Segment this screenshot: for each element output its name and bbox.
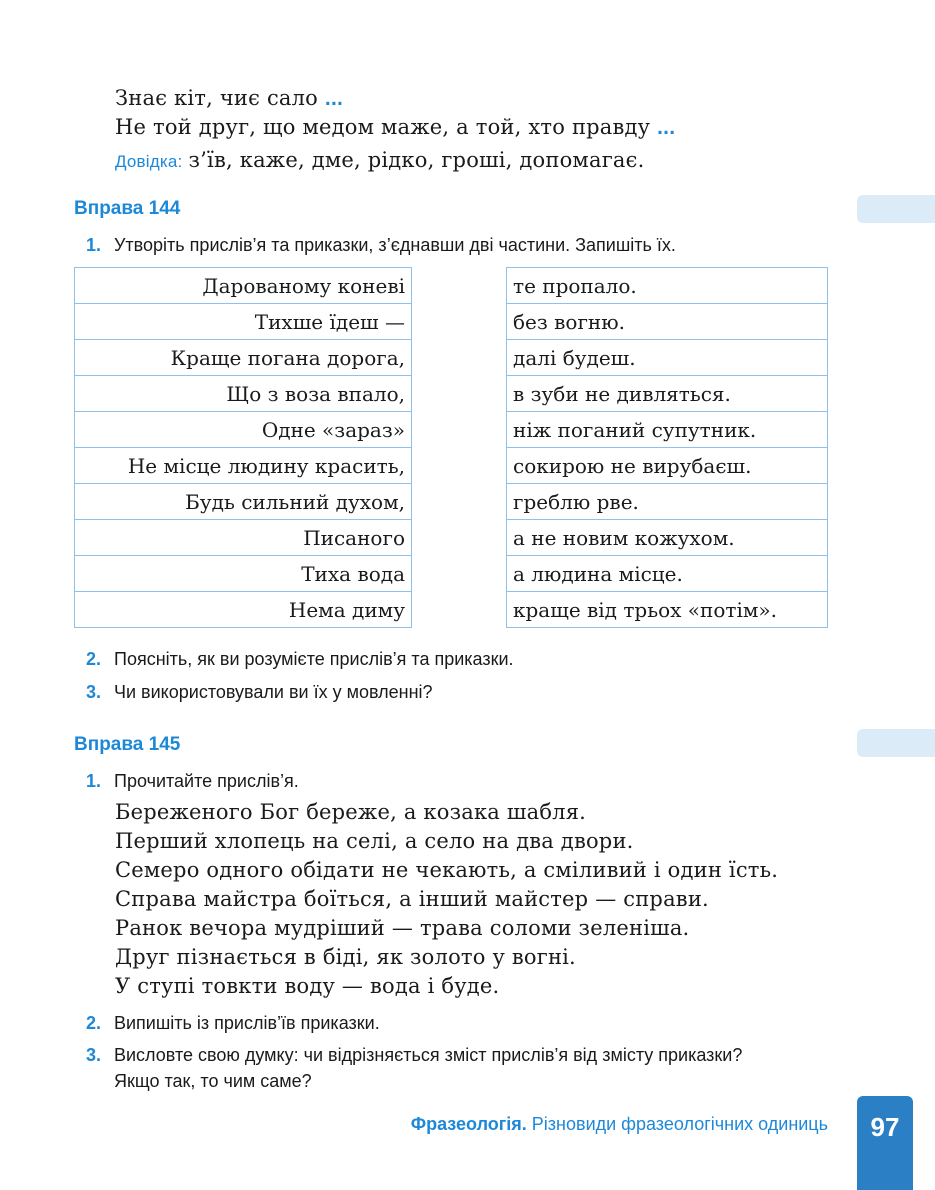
proverb-line: Береженого Бог береже, а козака шабля. [115,800,587,824]
right-part: без вогню. [507,304,828,340]
exercise-145-task-3: 3. Висловте свою думку: чи відрізняється зміст прислів’я від змісту приказки? [86,1045,743,1065]
table-row [75,376,412,412]
right-part: а людина місце. [507,556,828,592]
table-row [507,376,828,412]
table-row [507,520,828,556]
intro-line-1: Знає кіт, чиє сало ... [115,86,344,110]
intro-line-2: Не той друг, що медом маже, а той, хто правду ... [115,115,676,139]
table-row [507,268,828,304]
table-row [507,592,828,628]
table-row [75,484,412,520]
page-number: 97 [857,1096,913,1190]
exercise-145-task-1: 1. Прочитайте прислів’я. [86,771,299,791]
proverb-line: Справа майстра боїться, а інший майстер — справи. [115,887,709,911]
right-part: а не новим кожухом. [507,520,828,556]
right-part: те пропало. [507,268,828,304]
table-row [75,556,412,592]
footer-caption [411,1114,828,1135]
left-part: Що з воза впало, [75,376,412,412]
ellipsis: ... [657,116,676,139]
reference-line [115,148,644,173]
proverb-line: Перший хлопець на селі, а село на два двори. [115,829,634,853]
left-part: Будь сильний духом, [75,484,412,520]
proverb-line: У ступі товкти воду — вода і буде. [115,974,500,998]
right-part: греблю рве. [507,484,828,520]
table-row [507,556,828,592]
exercise-145-task-3-cont: Якщо так, то чим саме? [114,1071,312,1091]
left-part: Дарованому коневі [75,268,412,304]
table-row [507,412,828,448]
exercise-145-title: Вправа 145 [74,734,181,755]
table-row [507,304,828,340]
exercise-144-task-1: 1. Утворіть прислів’я та приказки, з’єднавши дві частини. Запишіть їх. [86,235,676,255]
left-part: Тиха вода [75,556,412,592]
table-row [75,268,412,304]
table-row [507,448,828,484]
left-part: Нема диму [75,592,412,628]
left-part: Не місце людину красить, [75,448,412,484]
right-part: в зуби не дивляться. [507,376,828,412]
left-part: Краще погана дорога, [75,340,412,376]
reference-text: з’їв, каже, дме, рідко, гроші, допомагає. [188,148,645,172]
table-row [75,448,412,484]
right-part: ніж поганий супутник. [507,412,828,448]
ellipsis: ... [324,87,344,110]
table-row [507,340,828,376]
exercise-144-title: Вправа 144 [74,198,181,219]
left-part: Писаного [75,520,412,556]
side-tab-144 [857,195,935,223]
left-part: Одне «зараз» [75,412,412,448]
table-row [507,484,828,520]
exercise-144-task-2: 2. Поясніть, як ви розумієте прислів’я та приказки. [86,649,514,669]
table-row [75,340,412,376]
right-part: краще від трьох «потім». [507,592,828,628]
table-row [75,304,412,340]
table-row [75,592,412,628]
reference-label: Довідка: [115,152,183,171]
table-row [75,412,412,448]
right-part: далі будеш. [507,340,828,376]
footer-section: Фразеологія. [410,1114,527,1134]
footer-topic: Різновиди фразеологічних одиниць [531,1114,828,1134]
right-part: сокирою не вирубаєш. [507,448,828,484]
table-row [75,520,412,556]
proverb-line: Друг пізнається в біді, як золото у вогні. [115,945,576,969]
side-tab-145 [857,729,935,757]
proverb-line: Семеро одного обідати не чекають, а сміливий і один їсть. [115,858,779,882]
right-parts-table [506,267,828,628]
left-part: Тихше їдеш — [75,304,412,340]
exercise-144-task-3: 3. Чи використовували ви їх у мовленні? [86,682,433,702]
left-parts-table [74,267,412,628]
exercise-145-task-2: 2. Випишіть із прислів’їв приказки. [86,1013,380,1033]
proverb-line: Ранок вечора мудріший — трава соломи зеленіша. [115,916,690,940]
